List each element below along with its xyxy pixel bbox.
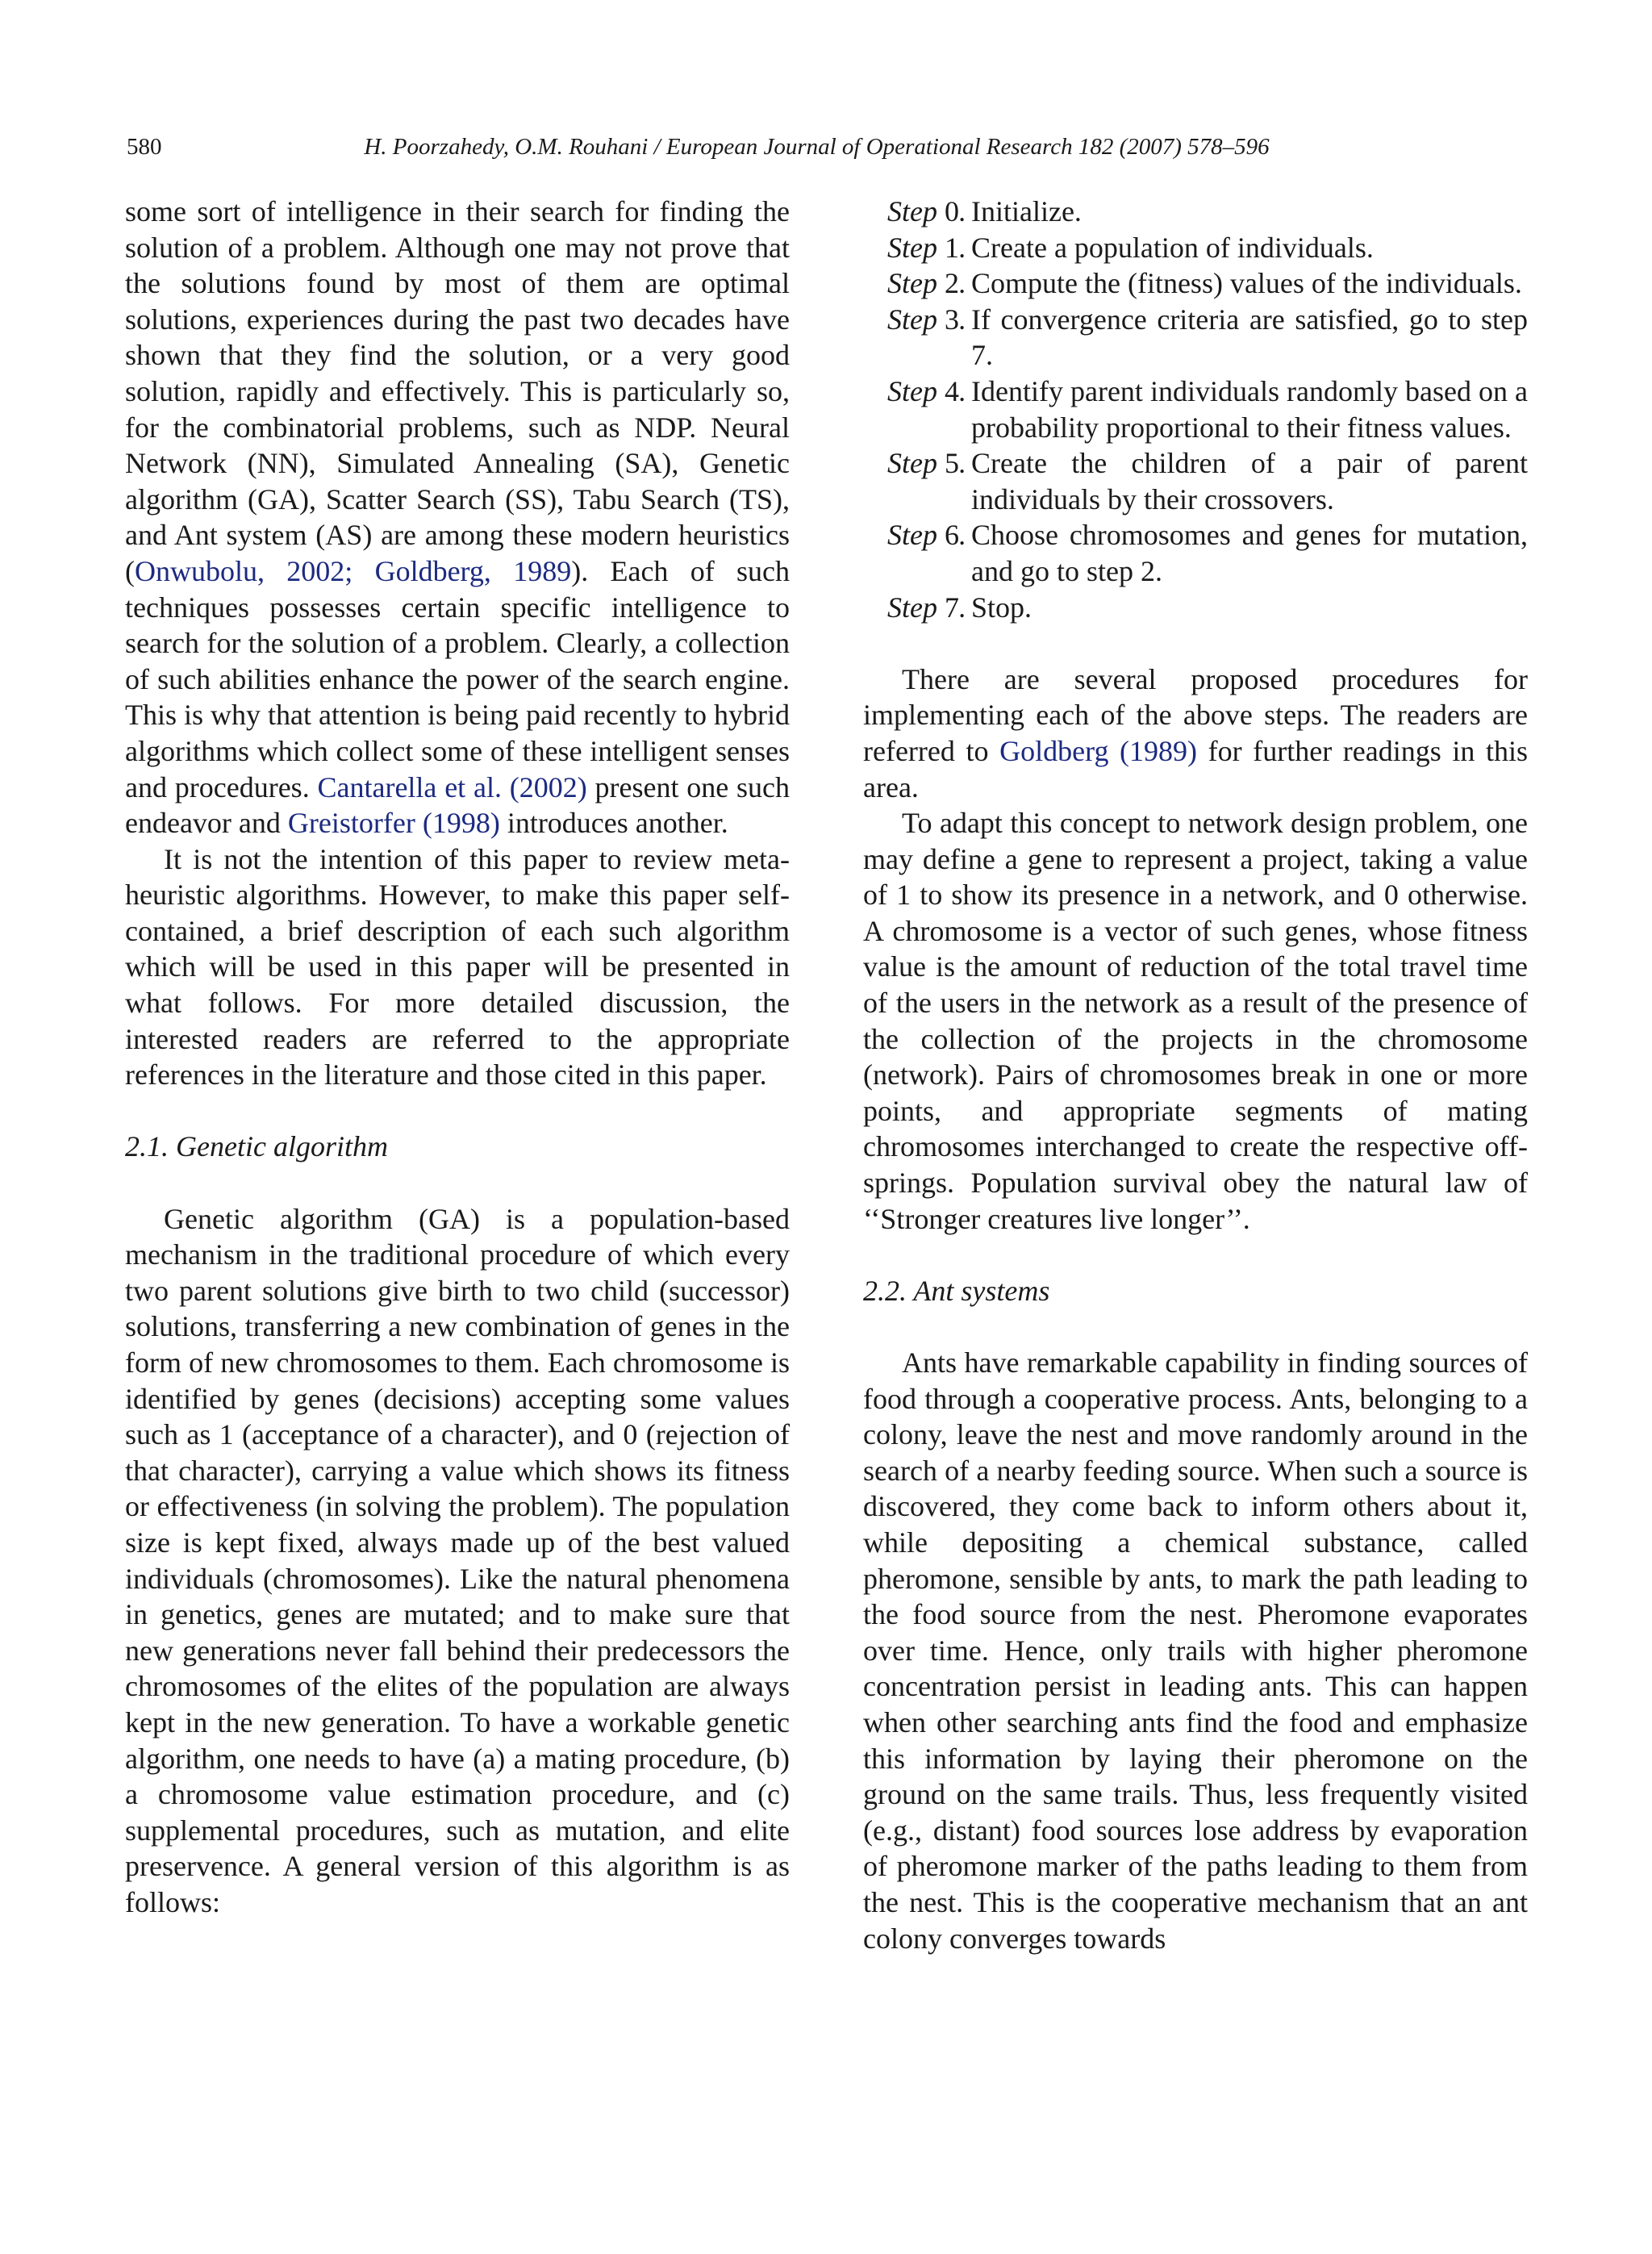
left-column <box>125 194 790 1921</box>
step-text: Stop. <box>971 591 1032 624</box>
paragraph-network-design-adaptation: To adapt this concept to network design problem, one may define a gene to represent a project, taking a value of 1 to show its presence in a network, and 0 otherwise. A chromosome is a vector of such genes, whose fitness value is the amount of reduction of the total travel time of the users in the network as a result of the presence of the collection of the projects in the chromosome (network). Pairs of chromosomes break in one or more points, and appropriate segments of mating chromosomes interchanged to create the respective off-springs. Population survival obey the natural law of ‘‘Stronger creatures live longer’’. <box>863 807 1528 1235</box>
paragraph-intro-continued <box>125 194 790 841</box>
text-run: introduces another. <box>499 807 728 840</box>
paragraph-implementation-procedures <box>863 662 1528 805</box>
section-heading-genetic-algorithm: 2.1. Genetic algorithm <box>125 1130 388 1163</box>
paragraph-meta-heuristics: It is not the intention of this paper to review meta-heuristic algorithms. However, to make this paper self-contained, a brief description of each such algorithm which will be used in this paper will be presented in what follows. For more detailed discussion, the interested readers are referred to the appropriate references in the literature and those cited in this paper. <box>125 842 790 1092</box>
step-text: Compute the (fitness) values of the individuals. <box>971 267 1522 300</box>
algorithm-step <box>863 445 1528 517</box>
citation-link-cantarella[interactable]: Cantarella et al. (2002) <box>317 770 587 804</box>
algorithm-step <box>863 194 1528 230</box>
algorithm-step <box>863 517 1528 589</box>
algorithm-step <box>863 230 1528 266</box>
step-label: Step 1. <box>887 231 966 264</box>
algorithm-step <box>863 590 1528 626</box>
algorithm-step <box>863 265 1528 302</box>
step-label: Step 7. <box>887 591 966 624</box>
right-column <box>863 194 1528 1956</box>
text-run: There are several proposed procedures for implementing each of the above steps. The readers are referred to <box>863 662 1528 767</box>
page-number: 580 <box>127 134 162 160</box>
citation-link-greistorfer[interactable]: Greistorfer (1998) <box>287 807 500 840</box>
paragraph-ant-systems: Ants have remarkable capability in finding sources of food through a cooperative process. Ants, belonging to a colony, leave the nest and move randomly around in the search of a nearby feeding source. When such a source is discovered, they come back to inform others about it, while depositing a chemical substance, called pheromone, sensible by ants, to mark the path leading to the food source from the nest. Pheromone evaporates over time. Hence, only trails with higher pheromone concentration persist in leading ants. This can happen when other searching ants find the food and emphasize this information by laying their pheromone on the ground on the same trails. Thus, less frequently visited (e.g., distant) food sources lose address by evaporation of pheromone marker of the paths leading to them from the nest. This is the cooperative mechanism that an ant colony converges towards <box>863 1346 1528 1955</box>
section-heading-ant-systems: 2.2. Ant systems <box>863 1274 1050 1307</box>
algorithm-step <box>863 374 1528 445</box>
text-run: present one such endeavor and <box>125 770 790 840</box>
paragraph-genetic-algorithm: Genetic algorithm (GA) is a population-based mechanism in the traditional procedure of which every two parent solutions give birth to two child (successor) solutions, transferring a new combination of genes in the form of new chromosomes to them. Each chromosome is identified by genes (decisions) accepting some values such as 1 (acceptance of a character), and 0 (rejection of that character), carrying a value which shows its fitness or effectiveness (in solving the problem). The population size is kept fixed, always made up of the best valued individuals (chromosomes). Like the natural phenomena in genetics, genes are mutated; and to make sure that new generations never fall behind their predecessors the chromosomes of the elites of the population are always kept in the new generation. To have a workable genetic algorithm, one needs to have (a) a mating procedure, (b) a chromosome value estimation procedure, and (c) supplemental procedures, such as mutation, and elite preservence. A general version of this algorithm is as follows: <box>125 1202 790 1918</box>
text-run: for further readings in this area. <box>863 734 1528 804</box>
page-header <box>127 129 1507 165</box>
running-head: H. Poorzahedy, O.M. Rouhani / European Journal of Operational Research 182 (2007) 578–596 <box>364 134 1270 160</box>
step-text: Initialize. <box>971 195 1082 227</box>
algorithm-steps-list <box>863 194 1528 625</box>
step-label: Step 4. <box>887 374 966 407</box>
step-label: Step 0. <box>887 195 966 227</box>
step-text: If convergence criteria are satisfied, go to step 7. <box>971 303 1528 372</box>
step-label: Step 2. <box>887 267 966 300</box>
step-label: Step 5. <box>887 447 966 480</box>
step-text: Create a population of individuals. <box>971 231 1374 264</box>
spacer <box>863 625 1528 662</box>
step-label: Step 3. <box>887 303 966 336</box>
step-label: Step 6. <box>887 519 966 552</box>
step-text: Create the children of a pair of parent individuals by their crossovers. <box>971 447 1528 515</box>
citation-link-onwubolu-goldberg[interactable]: Onwubolu, 2002; Goldberg, 1989 <box>135 554 572 587</box>
step-text: Choose chromosomes and genes for mutation, and go to step 2. <box>971 519 1528 587</box>
citation-link-goldberg[interactable]: Goldberg (1989) <box>999 734 1198 767</box>
text-run: ). Each of such techniques possesses certain specific intelligence to search for the solution of a problem. Clearly, a collection of such abilities enhance the power of the search engine. This is why that attention is being paid recently to hybrid algorithms which collect some of these intelligent senses and procedures. <box>125 554 790 804</box>
text-run: some sort of intelligence in their search for finding the solution of a problem. Although one may not prove that the solutions found by most of them are optimal solutions, experiences during the past two decades have shown that they find the solution, or a very good solution, rapidly and effectively. This is particularly so, for the combinatorial problems, such as NDP. Neural Network (NN), Simulated Annealing (SA), Genetic algorithm (GA), Scatter Search (SS), Tabu Search (TS), and Ant system (AS) are among these modern heuristics ( <box>125 195 790 587</box>
algorithm-step <box>863 302 1528 374</box>
step-text: Identify parent individuals randomly based on a probability proportional to their fitness values. <box>971 374 1528 444</box>
